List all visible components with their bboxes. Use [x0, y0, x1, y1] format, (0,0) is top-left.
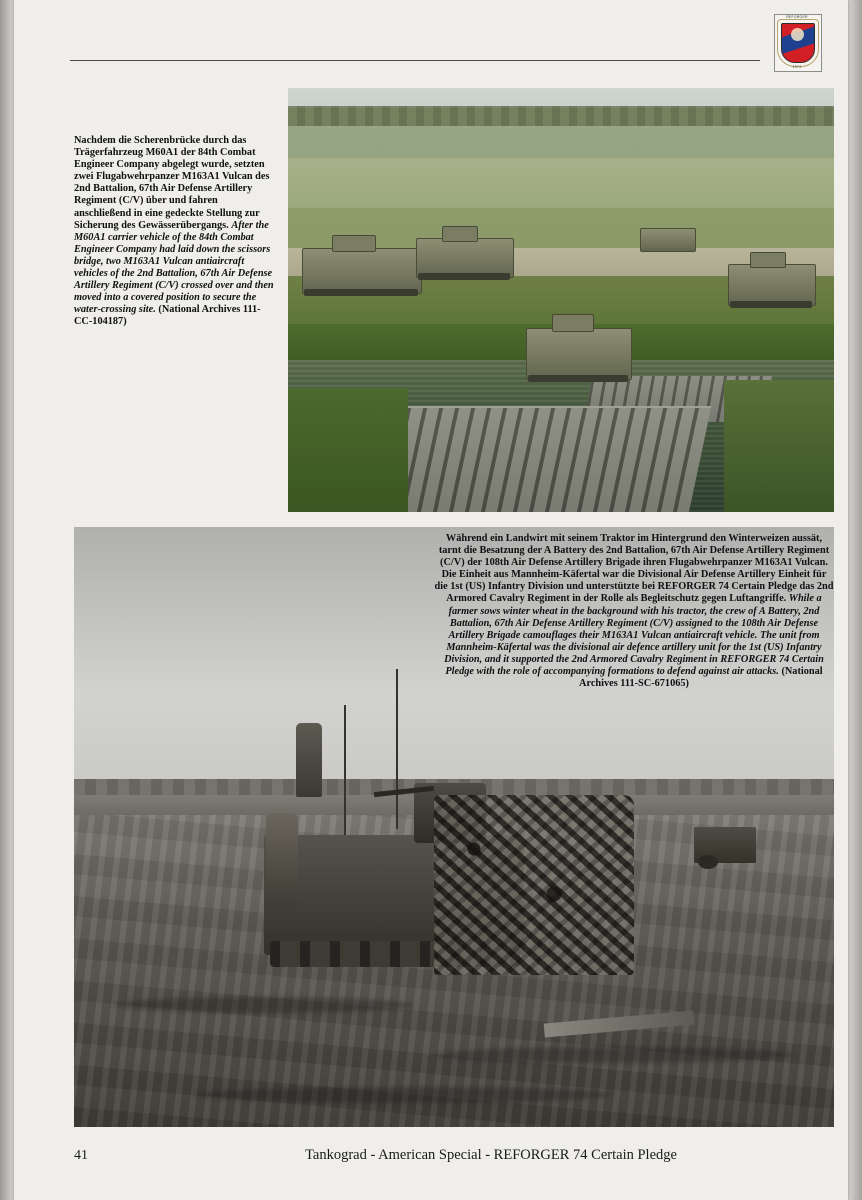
header-rule	[70, 60, 760, 61]
crest-bottom-text: 1974	[792, 65, 802, 69]
book-page	[14, 0, 848, 1200]
vehicle-distant	[640, 228, 694, 250]
vehicle-left-1	[302, 248, 420, 292]
vehicle-left-2	[416, 238, 512, 276]
vehicle-crossing-bridge	[526, 328, 630, 378]
caption-bottom-english: While a farmer sows winter wheat in the background with his tractor, the crew of A Battery, 2nd Battalion, 67th Air Defense Artillery Regiment (C/V) assigned to the 108th Air Defense Artillery Brigade camouflages their M163A1 Vulcan antiaircraft vehicle. The unit from Mannheim-Käfertal was the divisional air defence artillery unit for the 1st (US) Infantry Division, and it supported the 2nd Armored Cavalry Regiment in REFORGER 74 Certain Pledge with the role of accompanying formations to defend against air attacks.	[444, 593, 824, 678]
unit-crest-icon	[774, 14, 820, 70]
page-edge-left	[0, 0, 14, 1200]
caption-bottom	[434, 533, 834, 690]
caption-top-german: Nachdem die Scherenbrücke durch das Trägerfahrzeug M60A1 der 84th Combat Engineer Company abgelegt wurde, setzten zwei Flugabwehrpanzer M163A1 Vulcan des 2nd Battalion, 67th Air Defense Artillery Regiment (C/V) über und fahren anschließend in eine gedeckte Stellung zur Sicherung des Gewässerübergangs.	[74, 135, 270, 231]
page-number: 41	[74, 1148, 88, 1163]
caption-top-english: After the M60A1 carrier vehicle of the 84th Combat Engineer Company had laid down the scissors bridge, two M163A1 Vulcan antiaircraft vehicles of the 2nd Battalion, 67th Air Defense Artillery Regiment (C/V) crossed over and then moved into a covered position to secure the water-crossing site.	[74, 219, 274, 316]
vehicle-right	[728, 264, 814, 304]
crew-member-ground	[266, 813, 298, 905]
caption-top	[74, 135, 274, 329]
caption-bottom-german: Während ein Landwirt mit seinem Traktor im Hintergrund den Winterweizen aussät, tarnt die Besatzung der A Battery des 2nd Battalion, 67th Air Defense Artillery Regiment (C/V) der 108th Air Defense Artillery Brigade ihren Flugabwehrpanzer M163A1 Vulcan. Die Einheit aus Mannheim-Käfertal war die Divisional Air Defense Artillery Einheit für die 1st (US) Infantry Division und unterstützte bei REFORGER 74 Certain Pledge das 2nd Armored Cavalry Regiment in der Rolle als Begleitschutz gegen Luftangriffe.	[434, 533, 834, 605]
caption-bottom-source: (National Archives 111-SC-671065)	[579, 666, 823, 690]
page-edge-right	[848, 0, 862, 1200]
photo-bridge-crossing	[288, 88, 834, 512]
caption-top-source: (National Archives 111-CC-104187)	[74, 304, 261, 328]
farm-tractor	[694, 827, 756, 863]
crew-member-standing	[296, 723, 322, 797]
footer-title: Tankograd - American Special - REFORGER 74 Certain Pledge	[305, 1147, 677, 1163]
crest-top-text: REFORGER	[786, 15, 808, 19]
